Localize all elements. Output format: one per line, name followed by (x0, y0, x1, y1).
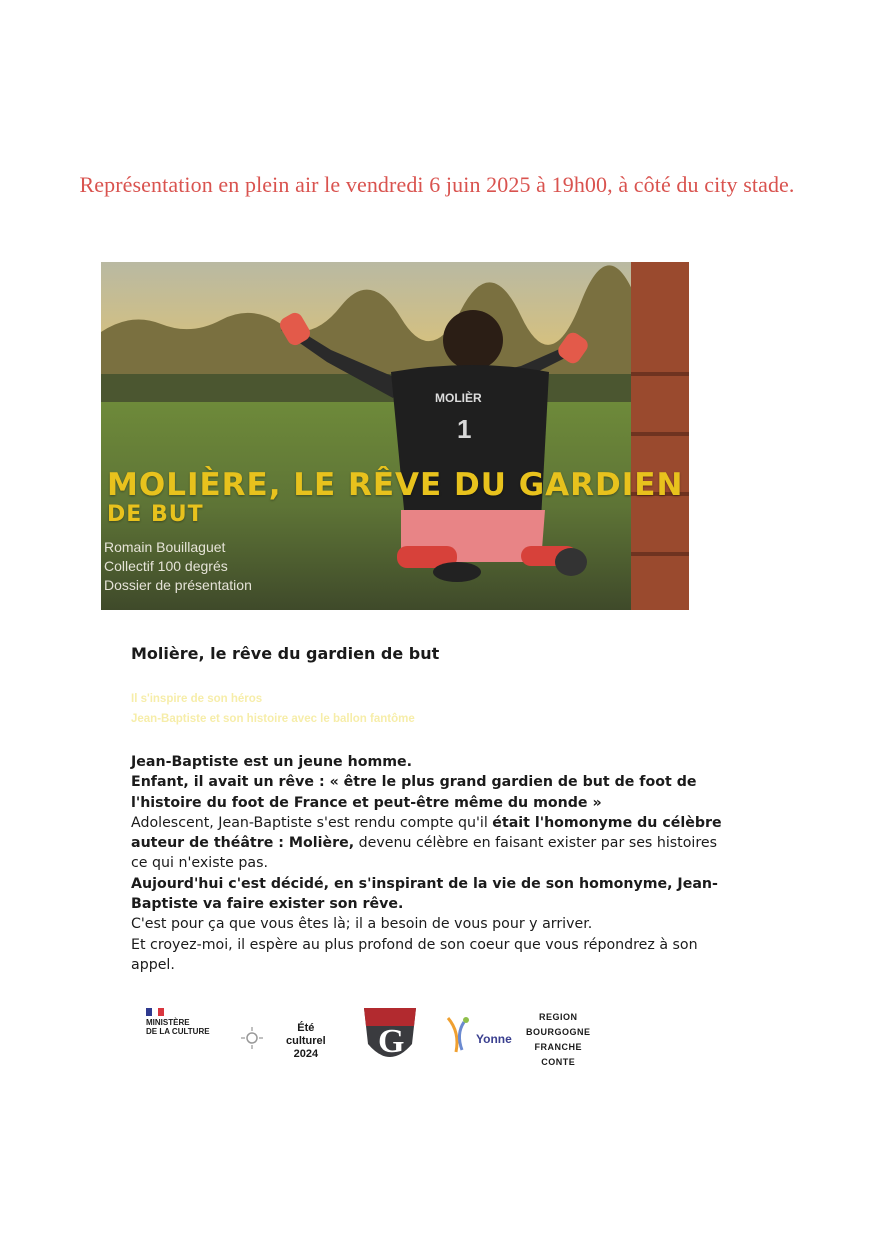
region-line3: FRANCHE (534, 1042, 582, 1052)
document-title: Molière, le rêve du gardien de but (131, 644, 440, 663)
synopsis-paragraph-4: Aujourd'hui c'est décidé, en s'inspirant de la vie de son homonyme, Jean-Baptiste va faire exister son rêve. (131, 875, 718, 913)
synopsis-p3-part-a: Adolescent, Jean-Baptiste s'est rendu compte qu'il (131, 814, 493, 831)
synopsis-p3-part-c: devenu célèbre en faisant exister par ses histoires ce qui n'existe pas. (131, 835, 717, 872)
region-line2: BOURGOGNE (526, 1027, 591, 1037)
synopsis-paragraph-3 (131, 813, 731, 874)
poster-company: Collectif 100 degrés (104, 558, 228, 574)
yonne-logo-icon (442, 1012, 476, 1061)
faded-subtitle (131, 689, 415, 729)
yonne-label: Yonne (476, 1032, 512, 1046)
ete-line2: culturel (286, 1035, 326, 1047)
jersey-number: 1 (457, 414, 472, 444)
town-crest-logo (360, 1004, 420, 1075)
french-flag-icon (146, 1008, 164, 1016)
left-boot (433, 562, 481, 582)
sun-icon (240, 1026, 264, 1055)
synopsis-paragraph-2: Enfant, il avait un rêve : « être le plus grand gardien de but de foot de l'histoire du foot de France et peut-être même du monde » (131, 774, 697, 811)
poster-image (101, 262, 689, 610)
ete-line1: Été (297, 1022, 315, 1034)
poster-credits (104, 538, 252, 595)
ministere-culture-logo (146, 1008, 210, 1036)
ministere-line2: DE LA CULTURE (146, 1027, 210, 1036)
synopsis-p3-part-b: était l'homonyme du célèbre auteur de théâtre : Molière, (131, 814, 722, 852)
faded-line-2: Jean-Baptiste et son histoire avec le ballon fantôme (131, 713, 415, 725)
ministere-line1: MINISTÈRE (146, 1018, 190, 1027)
synopsis-paragraph-1: Jean-Baptiste est un jeune homme. (131, 754, 413, 770)
right-boot (555, 548, 587, 576)
head (443, 310, 503, 370)
faded-line-1: Il s'inspire de son héros (131, 693, 263, 705)
poster-title (107, 468, 683, 528)
ete-line3: 2024 (293, 1048, 319, 1060)
synopsis-paragraph-5: C'est pour ça que vous êtes là; il a besoin de vous pour y arriver. (131, 916, 593, 933)
poster-doc-type: Dossier de présentation (104, 577, 252, 593)
synopsis-paragraph-6: Et croyez-moi, il espère au plus profond de son coeur que vous répondrez à son appel. (131, 936, 698, 973)
partner-logos (0, 1000, 874, 1080)
poster-author: Romain Bouillaguet (104, 539, 226, 555)
region-bfc-logo (526, 1010, 591, 1070)
poster-title-line2: DE BUT (107, 502, 204, 527)
event-announcement: Représentation en plein air le vendredi 6 juin 2025 à 19h00, à côté du city stade. (79, 172, 795, 197)
synopsis (131, 752, 731, 975)
poster-title-line1: MOLIÈRE, LE RÊVE DU GARDIEN (107, 467, 684, 503)
ete-culturel-logo (286, 1022, 326, 1061)
region-line4: CONTE (541, 1057, 576, 1067)
region-line1: REGION (539, 1012, 578, 1022)
crest-letter: G (378, 1023, 405, 1060)
jersey-name: MOLIÈR (435, 391, 482, 405)
